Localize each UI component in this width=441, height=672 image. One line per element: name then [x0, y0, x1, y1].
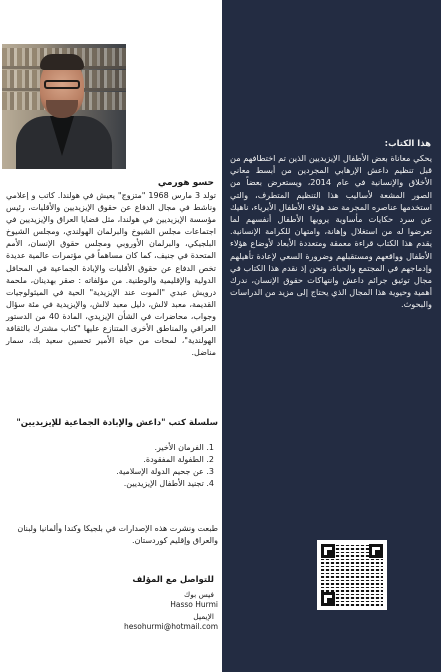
series-item: 1. الفرمان الأخير. — [154, 443, 214, 452]
contact-title: للتواصل مع المؤلف — [132, 575, 214, 585]
email-label: الإيميل — [193, 612, 214, 621]
email-row — [6, 622, 218, 631]
publication-note: طبعت ونشرت هذه الإصدارات في بلجيكا وكندا وألمانيا ولبنان والعراق وإقليم كوردستان. — [17, 524, 218, 545]
qr-finder-bottom-left — [321, 592, 335, 606]
facebook-row — [6, 600, 218, 609]
about-title: هذا الكتاب: — [384, 139, 431, 149]
author-photo — [2, 44, 126, 169]
series-item: 3. عن جحيم الدولة الإسلامية. — [116, 467, 214, 476]
author-glasses — [44, 80, 80, 89]
qr-finder-top-right — [369, 544, 383, 558]
series-item: 2. الطفولة المفقودة. — [143, 455, 214, 464]
qr-finder-top-left — [321, 544, 335, 558]
series-item: 4. تجنيد الأطفال الإيزيديين. — [123, 479, 214, 488]
qr-code-pattern — [321, 544, 383, 606]
facebook-label: فيس بوك — [184, 590, 214, 599]
author-name: حسو هورمي — [157, 178, 214, 188]
email-value[interactable]: hesohurmi@hotmail.com — [124, 622, 218, 631]
qr-code[interactable] — [317, 540, 387, 610]
series-list — [116, 442, 214, 490]
facebook-value: Hasso Hurmi — [170, 600, 218, 609]
author-hair — [40, 54, 84, 70]
about-body: يحكي معاناة بعض الأطفال الإيزيديين الذين تم اختطافهم من قبل تنظيم داعش الإرهابي المجردين من أبسط معاني الأخلاق والإنسانية في عام 2014، ويستعرض بعضاً من الصور المشعة لأساليب هذا التنظيم المتطرف، والتي استخدمها عناصره المجرمة ضد هؤلاء الأطفال الأبرياء، ناهيك عن سرد حكايات مأساوية يرويها الأطفال أنفسهم لما تعرضوا له من استغلال وإهانة، وامتهان للكرامة الإنسانية. يقدم هذا الكتاب قراءة معمقة ومتعددة الأبعاد لأوضاع هؤلاء الأطفال وواقعهم ومستقبلهم وضرورة السعي لإعادة تأهيلهم وإدماجهم في المجتمع والحياة، ونحن إذ نقدم هذا الكتاب في مجال توثيق جرائم داعش وانتهاكات حقوق الإنسان، ندرك أهمية وحيوية هذا المجال الذي يحتاج إلى مزيد من الدراسات والبحوث. — [230, 153, 432, 310]
series-title: سلسلة كتب "داعش والإبادة الجماعية للإيزيديين" — [16, 418, 218, 428]
author-bio: تولد 3 مارس 1968 "متزوج" يعيش في هولندا. كاتب و إعلامي وناشط في مجال الدفاع عن حقوق الإيزيديين والأقليات، رئيس مؤسسة الإيزيديين في هولندا، مثل قضايا العراق والإيزيديين في اجتماعات مجلس الشيوخ والبرلمان الهولندي، ومجلس الشيوخ البلجيكي، والبرلمان الأوروبي ومجلس حقوق الإنسان، الأمم المتحدة في جنيف، كما كان مساهماً في مؤتمرات عالمية عديدة تخص الدفاع عن حقوق الأقليات والإبادة الجماعية في المحافل الدولية والإقليمية والوطنية. من مؤلفاته : صقر بهدينان، ملحمة درويش عبدي "الموت عند الإيزيدية" الحية في الميثولوجيات القديمة، معبد لالش، دليل معبد لالش، والإيزيدية في مئة سؤال وجواب، محاضرات في الشأن الإيزيدي، المادة 40 من الدستور العراقي والمناطق الأخرى المتنازع عليها "كتاب مشترك بالثقافة الهولندية"، لمحات من حياة الأمير تحسين سعيد بك، سمار مناضل. — [6, 191, 217, 358]
back-cover-right-panel — [222, 0, 441, 672]
